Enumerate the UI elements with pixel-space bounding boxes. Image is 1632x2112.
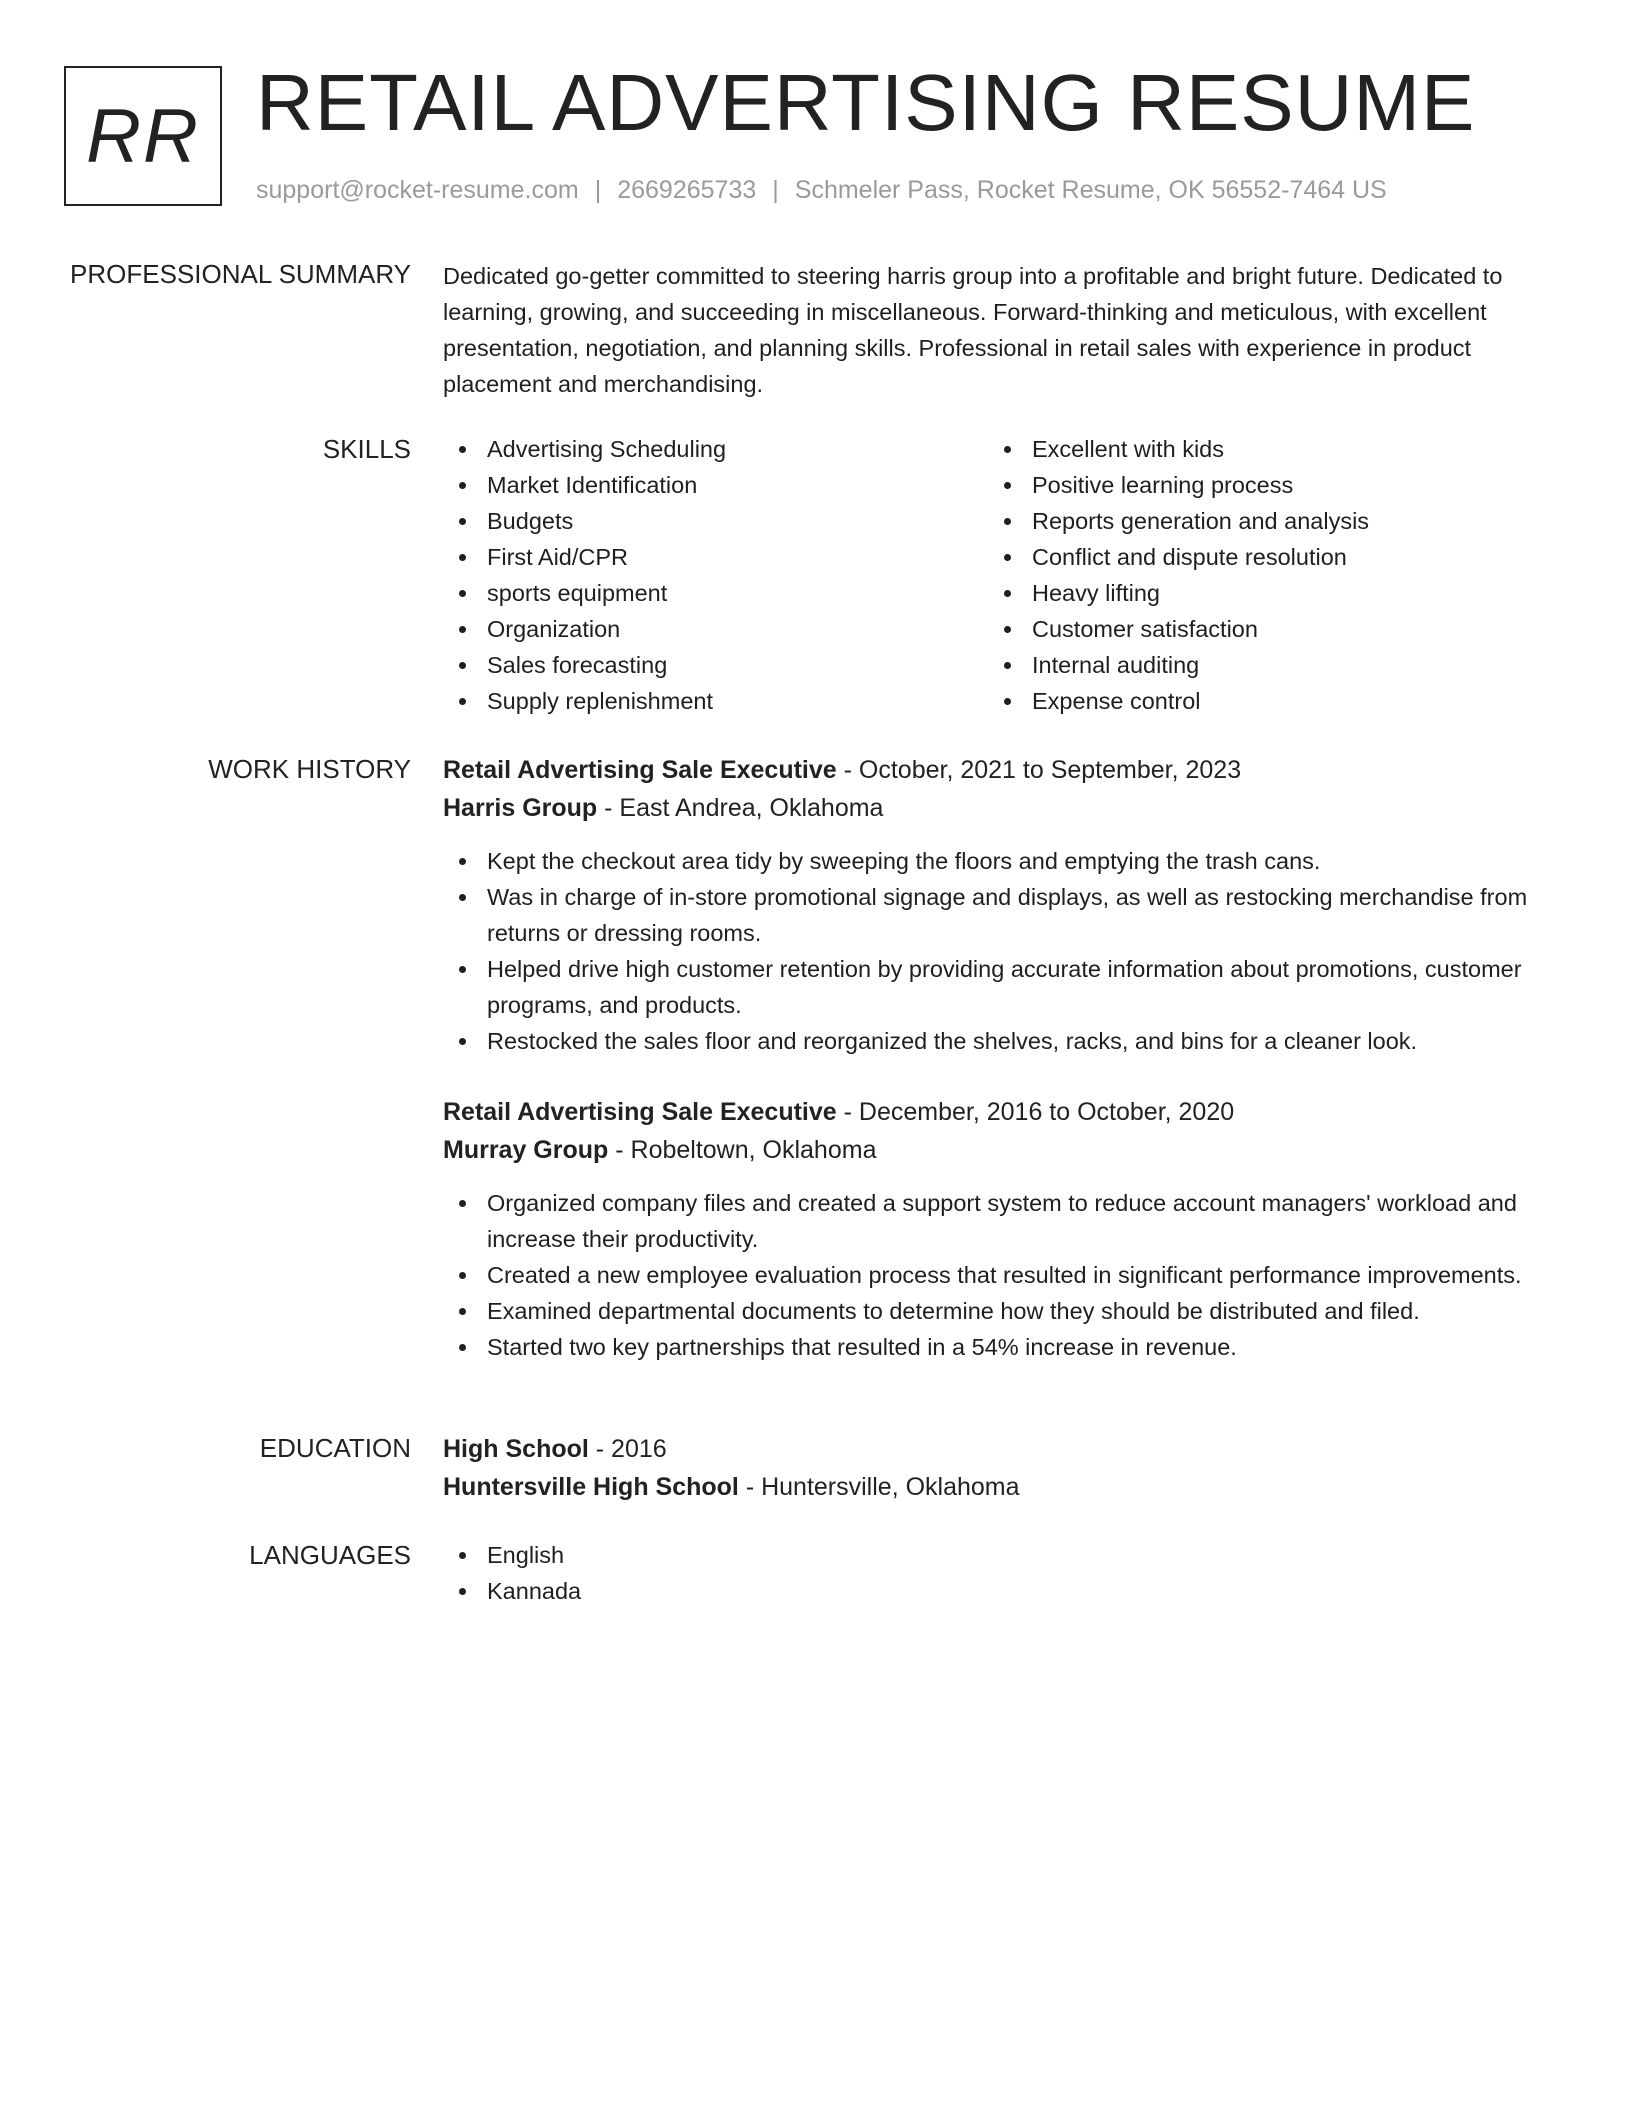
section-label-education: EDUCATION (259, 1433, 411, 1463)
skill-item: Heavy lifting (988, 575, 1533, 611)
contact-email: support@rocket-resume.com (256, 176, 579, 204)
job-location: - Robeltown, Oklahoma (608, 1136, 877, 1164)
skill-item: Internal auditing (988, 647, 1533, 683)
education-degree: High School (443, 1435, 589, 1463)
contact-separator: | (594, 176, 602, 204)
skills-list-right (988, 431, 1533, 719)
education-location: - Huntersville, Oklahoma (738, 1473, 1020, 1501)
education-degree-line (443, 1430, 1553, 1468)
skill-item: Advertising Scheduling (443, 431, 988, 467)
education-school: Huntersville High School (443, 1473, 739, 1501)
section-label-languages: LANGUAGES (249, 1540, 411, 1570)
job-entry (443, 751, 1553, 1059)
job-bullet: Organized company files and created a support system to reduce account managers' workload and increase their productivity. (443, 1185, 1553, 1257)
section-label-skills: SKILLS (322, 434, 411, 464)
skill-item: Market Identification (443, 467, 988, 503)
job-bullet: Was in charge of in-store promotional signage and displays, as well as restocking merchandise from returns or dressing rooms. (443, 879, 1553, 951)
job-bullet: Examined departmental documents to determine how they should be distributed and filed. (443, 1293, 1553, 1329)
job-bullets (443, 1185, 1553, 1365)
job-bullet: Kept the checkout area tidy by sweeping the floors and emptying the trash cans. (443, 843, 1553, 879)
job-title: Retail Advertising Sale Executive (443, 1098, 837, 1126)
contact-separator: | (772, 176, 779, 204)
job-title: Retail Advertising Sale Executive (443, 756, 837, 784)
job-dates: - December, 2016 to October, 2020 (836, 1098, 1235, 1126)
job-bullet: Created a new employee evaluation process that resulted in significant performance improvements. (443, 1257, 1553, 1293)
contact-line (256, 174, 1387, 206)
job-company-line (443, 789, 1553, 827)
languages-list (443, 1537, 1553, 1609)
skill-item: Supply replenishment (443, 683, 988, 719)
contact-phone: 2669265733 (617, 176, 757, 204)
skill-item: First Aid/CPR (443, 539, 988, 575)
skill-item: Budgets (443, 503, 988, 539)
job-bullet: Helped drive high customer retention by providing accurate information about promotions, customer programs, and products. (443, 951, 1553, 1023)
skill-item: Customer satisfaction (988, 611, 1533, 647)
skill-item: Conflict and dispute resolution (988, 539, 1533, 575)
job-company: Harris Group (443, 794, 598, 822)
job-title-line (443, 751, 1553, 789)
summary-text: Dedicated go-getter committed to steering harris group into a profitable and bright future. Dedicated to learning, growing, and succeeding in miscellaneous. Forward-thinking and meticulous, with excellent presentation, negotiation, and planning skills. Professional in retail sales with experience in product placement and merchandising. (443, 263, 1503, 397)
job-dates: - October, 2021 to September, 2023 (836, 756, 1242, 784)
section-label-summary: PROFESSIONAL SUMMARY (70, 259, 411, 289)
education-year: - 2016 (588, 1435, 667, 1463)
education-school-line (443, 1468, 1553, 1506)
job-company-line (443, 1131, 1553, 1169)
section-label-work: WORK HISTORY (208, 754, 411, 784)
resume-title: RETAIL ADVERTISING RESUME (256, 58, 1476, 147)
skill-item: Organization (443, 611, 988, 647)
skill-item: Positive learning process (988, 467, 1533, 503)
skills-list-left (443, 431, 988, 719)
skill-item: Reports generation and analysis (988, 503, 1533, 539)
monogram-logo: RR (64, 66, 222, 206)
language-item: English (443, 1537, 1553, 1573)
skill-item: sports equipment (443, 575, 988, 611)
skill-item: Excellent with kids (988, 431, 1533, 467)
job-entry (443, 1093, 1553, 1365)
job-bullets (443, 843, 1553, 1059)
job-title-line (443, 1093, 1553, 1131)
job-bullet: Started two key partnerships that resulted in a 54% increase in revenue. (443, 1329, 1553, 1365)
job-bullet: Restocked the sales floor and reorganized the shelves, racks, and bins for a cleaner look. (443, 1023, 1553, 1059)
job-company: Murray Group (443, 1136, 609, 1164)
skill-item: Expense control (988, 683, 1533, 719)
skill-item: Sales forecasting (443, 647, 988, 683)
contact-address: Schmeler Pass, Rocket Resume, OK 56552-7464 US (794, 176, 1387, 204)
job-location: - East Andrea, Oklahoma (597, 794, 884, 822)
language-item: Kannada (443, 1573, 1553, 1609)
